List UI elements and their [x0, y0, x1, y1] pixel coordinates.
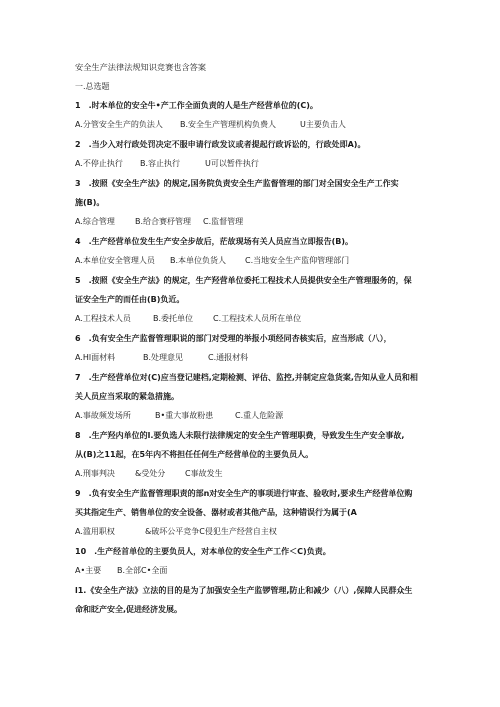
question-2-text: 2 .当少入对行政处罚决定不服申请行政发议或者提起行政诉讼的，行政处即A)。 [75, 140, 366, 149]
option-a: A.滥用职权 [75, 527, 115, 536]
question-4-text: 4 .生产经营单位发生生产安全步故后，茫故现场有关人员应当立即报告(B)。 [75, 237, 354, 246]
question-6-text: 6 .负有安全生产监督管理职说的部门对受理的举报小项经同杏核实后，应当形成（八）， [75, 334, 392, 343]
question-7-text-line-2: 关人员应当采取的紧急措施。 [75, 392, 179, 401]
question-7-text-line-1: 7 .生产经营单位对(C)应当登记建档,定期检测、评估、监控,并制定应急货案,告知从业人员和相 [75, 373, 418, 382]
option-c: C.通报材科 [208, 353, 249, 362]
question-5-text-line-1: 5 .按照《安全生产法》的规定，生产羟营单位委托工程技术人员提供安全生产管理服务的，保 [75, 276, 412, 285]
option-b: &受处分 [135, 469, 166, 478]
option-b: B.给合赛杼管理 [135, 217, 192, 226]
question-8-options [75, 469, 223, 479]
option-c: C.工程技术人员所在单位 [213, 314, 302, 323]
option-b: B.全部C•全面 [117, 566, 168, 575]
option-a: A.事故频发场所 [75, 411, 131, 420]
question-2-options [75, 159, 259, 169]
question-3-text-line-2: 施(B)。 [75, 198, 105, 207]
question-9-options [75, 527, 277, 537]
question-10-text: 10 .生产经首单位的主要负员人，对本单位的安全生产工作＜C)负责。 [75, 547, 331, 556]
question-11-text-line-1: l1.《安全生产法》立法的目的是为了加强安全生产监锣管理,防止和减少（八）,保障人民群众生 [75, 586, 413, 595]
option-a: A.分管安全生产的负法人 [75, 120, 163, 129]
option-b: B•重大事故粉患 [155, 411, 214, 420]
question-5-text-line-2: 证安全生产的而任由(B)负近。 [75, 295, 185, 304]
option-c: C.重人危险源 [235, 411, 284, 420]
question-9-text-line-2: 买其指定生产、销售单位的安全设备、器材或者其他产品，这种错误行为属于(A [75, 508, 357, 517]
option-b: B.容止执行 [140, 159, 181, 168]
option-c: C.监督管理 [203, 217, 244, 226]
option-c: U可以暂件执行 [205, 159, 259, 168]
section-heading: 一.总选题 [75, 82, 110, 91]
question-4-options [75, 256, 349, 266]
option-b: &破坏公平竞争C侵犯生产经营自主权 [145, 527, 277, 536]
option-a: A.刑事判决 [75, 469, 115, 478]
option-a: A•主要 [75, 566, 102, 575]
question-10-options [75, 566, 167, 576]
option-c: C事故发生 [185, 469, 223, 478]
question-1-options [75, 120, 346, 130]
option-a: A.不停止执行 [75, 159, 123, 168]
question-8-text-line-2: 从(B)之11起，在5年内不将担任任何生产经营单位的主要负员人。 [75, 450, 314, 459]
document-title: 安全生产法律法规知识竞赛也含答案 [75, 62, 207, 72]
question-11-text-line-2: 命和眨产安全,促进经济发展。 [75, 605, 183, 614]
question-3-text-line-1: 3 .按照《安全生产法》的规定,国务院负责安全生产监督管理的部门对全国安全生产工作实 [75, 179, 399, 188]
option-a: A.工程技术人员 [75, 314, 131, 323]
option-a: A.综合管理 [75, 217, 115, 226]
question-3-options [75, 217, 243, 227]
option-a: A.Hl面材料 [75, 353, 116, 362]
question-9-text-line-1: 9 .负有安全生产监督管理职责的部n对安全生产的事项进行审查、验收时,要求生产经营单位购 [75, 489, 413, 498]
option-c: C.当地安全生产监仰管理部门 [245, 256, 350, 265]
option-b: B.安全生产管理机构负费人 [180, 120, 277, 129]
option-c: U主要负击人 [300, 120, 346, 129]
question-6-options [75, 353, 248, 363]
question-8-text-line-1: 8 .生产羟内单位的l.要负选人未限行法律规定的安全生产管理职费，导致发生生产安全事故, [75, 431, 405, 440]
option-b: B.委托单位 [153, 314, 194, 323]
option-b: B.处理意见 [143, 353, 184, 362]
question-1-text: 1 .时本单位的安全牛•产工作全面负责的人是生产经营单位的(C)。 [75, 101, 318, 110]
question-5-options [75, 314, 301, 324]
question-7-options [75, 411, 283, 421]
option-a: A.本单位安全管理人员 [75, 256, 155, 265]
option-b: B.本单位负货人 [170, 256, 227, 265]
